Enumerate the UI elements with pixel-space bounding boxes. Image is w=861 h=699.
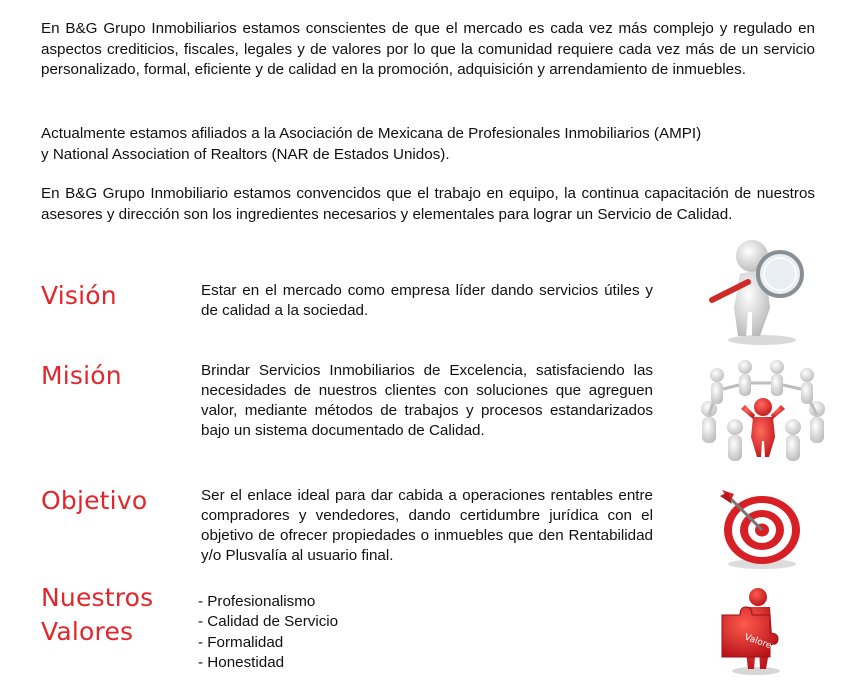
objetivo-heading: Objetivo	[41, 486, 148, 515]
vision-text: Estar en el mercado como empresa líder dando servicios útiles y de calidad a la sociedad.	[201, 282, 653, 319]
valores-list	[198, 592, 338, 673]
intro-paragraph-3: En B&G Grupo Inmobiliario estamos convencidos que el trabajo en equipo, la continua capacitación de nuestros asesores y dirección son los ingredientes necesarios y elementales para lograr un Servicio de Calidad.	[41, 185, 815, 223]
valores-heading-line-1: Nuestros	[41, 583, 154, 612]
intro-paragraph-2	[41, 124, 815, 165]
valores-item: - Honestidad	[198, 653, 285, 671]
vision-heading: Visión	[41, 281, 117, 310]
magnifier-figure-icon	[700, 236, 815, 346]
target-dart-icon	[712, 486, 808, 570]
mision-text: Brindar Servicios Inmobiliarios de Excelencia, satisfaciendo las necesidades de nuestros clientes con soluciones que agreguen valor, mediante métodos de trabajos y procesos estandarizados bajo un sistema documentado de Calidad.	[201, 362, 653, 439]
valores-item: - Formalidad	[198, 633, 284, 651]
intro-paragraph-2-line-2: y National Association of Realtors (NAR de Estados Unidos).	[41, 145, 450, 163]
intro-paragraph-1: En B&G Grupo Inmobiliarios estamos conscientes de que el mercado es cada vez más complejo y regulado en aspectos crediticios, fiscales, legales y de valores por lo que la comunidad requiere cada vez más de un servicio personalizado, formal, eficiente y de calidad en la promoción, adquisición y arrendamiento de inmuebles.	[41, 20, 815, 78]
team-circle-figure-icon	[695, 357, 835, 465]
valores-heading-line-2: Valores	[41, 617, 134, 646]
intro-paragraph-2-line-1: Actualmente estamos afiliados a la Asociación de Mexicana de Profesionales Inmobiliarios (AMPI)	[41, 125, 702, 142]
valores-item: - Profesionalismo	[198, 593, 316, 610]
mision-heading: Misión	[41, 361, 122, 390]
valores-item: - Calidad de Servicio	[198, 613, 339, 631]
puzzle-figure-icon	[716, 585, 794, 677]
puzzle-label: Valores	[742, 632, 778, 654]
objetivo-text: Ser el enlace ideal para dar cabida a operaciones rentables entre compradores y vendedores, dando certidumbre jurídica con el objetivo de ofrecer propiedades o inmuebles que den Rentabilidad y/o Plusvalía al usuario final.	[201, 487, 653, 564]
valores-heading	[41, 581, 153, 649]
